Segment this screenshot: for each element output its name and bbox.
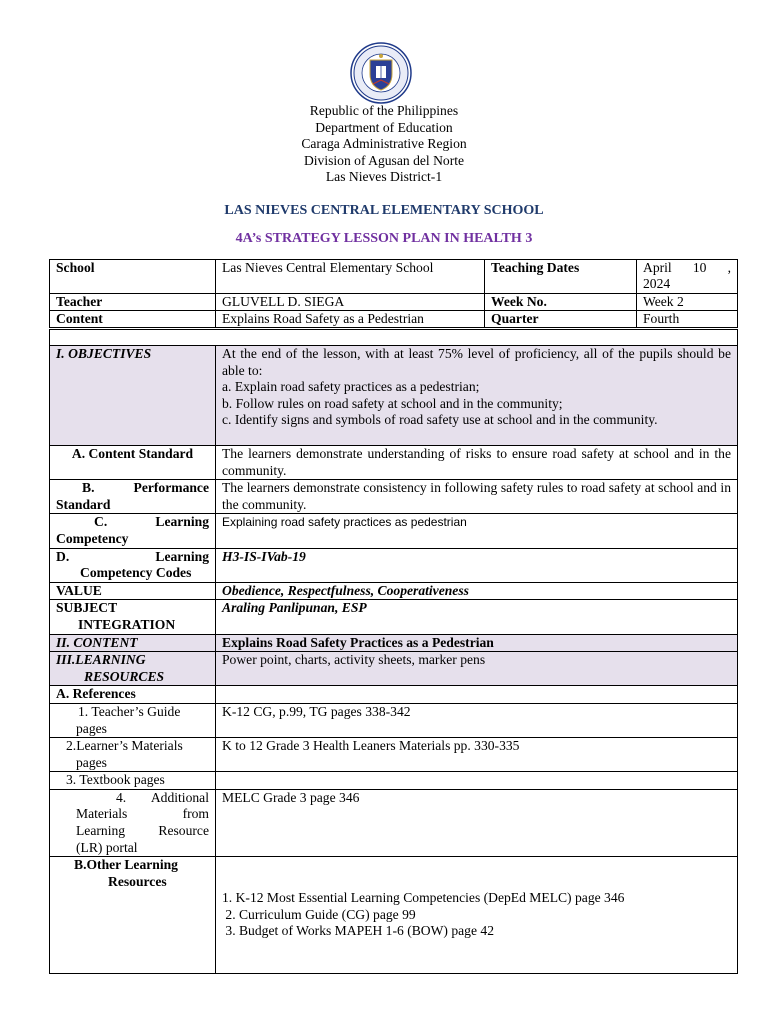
objectives-label: I. OBJECTIVES — [50, 346, 216, 446]
objective-item: c. Identify signs and symbols of road safety use at school and in the community. — [222, 412, 658, 428]
objectives-cell — [216, 346, 738, 446]
competency-value: Explaining road safety practices as pedestrian — [216, 514, 738, 548]
other-resource-item: 1. K-12 Most Essential Learning Competencies (DepEd MELC) page 346 — [222, 890, 625, 906]
agency-header — [0, 103, 768, 186]
label-part: Learning — [76, 823, 126, 839]
competency-codes-value: H3-IS-IVab-19 — [216, 548, 738, 582]
competency-codes-label — [50, 548, 216, 582]
label-part: B.Other Learning — [74, 857, 178, 873]
content-standard-label: A. Content Standard — [50, 446, 216, 480]
dates-year: 2024 — [643, 275, 671, 291]
quarter-value: Fourth — [637, 311, 738, 328]
value-label: VALUE — [50, 582, 216, 600]
subject-integration-label — [50, 600, 216, 634]
dates-day: 10 — [692, 260, 707, 275]
label-part: D. — [56, 548, 70, 564]
subject-integration-row — [50, 600, 738, 634]
quarter-label: Quarter — [485, 311, 637, 328]
header-line: Department of Education — [315, 119, 453, 135]
label-part: Materials — [76, 806, 128, 822]
learning-resources-value: Power point, charts, activity sheets, marker pens — [216, 652, 738, 686]
label-part: Standard — [56, 496, 111, 512]
teachers-guide-value: K-12 CG, p.99, TG pages 338-342 — [216, 703, 738, 737]
label-part: Resources — [108, 873, 167, 889]
label-part: Learning — [155, 514, 209, 530]
objective-item: b. Follow rules on road safety at school and in the community; — [222, 395, 563, 411]
content-standard-row — [50, 446, 738, 480]
other-resources-label — [50, 857, 216, 974]
week-value: Week 2 — [637, 294, 738, 311]
additional-materials-label — [50, 789, 216, 856]
learners-materials-label — [50, 738, 216, 772]
lesson-plan-table — [49, 329, 738, 974]
content-label: Content — [50, 311, 216, 328]
content-section-label: II. CONTENT — [50, 634, 216, 652]
other-resources-value — [216, 857, 738, 974]
info-table — [49, 259, 738, 328]
subject-integration-value: Araling Panlipunan, ESP — [216, 600, 738, 634]
other-resource-item: 3. Budget of Works MAPEH 1-6 (BOW) page 42 — [222, 923, 495, 939]
additional-materials-row — [50, 789, 738, 856]
label-part: 1. Teacher’s Guide — [78, 703, 181, 719]
learners-materials-row — [50, 738, 738, 772]
content-standard-value: The learners demonstrate understanding of risks to ensure road safety at school and in the community. — [216, 446, 738, 480]
label-part: pages — [76, 720, 107, 736]
spacer-row — [50, 330, 738, 346]
label-part: C. — [94, 514, 108, 530]
label-part: III.LEARNING — [56, 652, 146, 668]
school-name-heading: LAS NIEVES CENTRAL ELEMENTARY SCHOOL — [224, 203, 544, 218]
teacher-value: GLUVELL D. SIEGA — [216, 294, 485, 311]
label-part: pages — [76, 754, 107, 770]
performance-standard-row — [50, 480, 738, 514]
objectives-intro: At the end of the lesson, with at least 75% level of proficiency, all of the pupils should be able to: — [222, 346, 731, 378]
learning-resources-row — [50, 652, 738, 686]
learners-materials-value: K to 12 Grade 3 Health Leaners Materials pp. 330-335 — [216, 738, 738, 772]
teaching-dates-value — [637, 260, 738, 294]
objective-item: a. Explain road safety practices as a pedestrian; — [222, 379, 480, 395]
dates-comma: , — [727, 260, 731, 275]
dates-month: April — [643, 260, 672, 275]
teaching-dates-label: Teaching Dates — [485, 260, 637, 294]
header-line: Las Nieves District-1 — [325, 169, 443, 185]
additional-materials-value: MELC Grade 3 page 346 — [216, 789, 738, 856]
header-line: Caraga Administrative Region — [301, 136, 467, 152]
teachers-guide-label — [50, 703, 216, 737]
label-part: B. — [82, 480, 95, 496]
textbook-row — [50, 772, 738, 790]
other-resources-row — [50, 857, 738, 974]
teachers-guide-row — [50, 703, 738, 737]
performance-standard-label — [50, 480, 216, 514]
deped-seal-icon — [350, 42, 412, 104]
other-resource-item: 2. Curriculum Guide (CG) page 99 — [222, 906, 416, 922]
competency-codes-row — [50, 548, 738, 582]
value-row — [50, 582, 738, 600]
label-part: RESOURCES — [84, 668, 165, 684]
references-row — [50, 686, 738, 704]
lesson-plan-title: 4A’s STRATEGY LESSON PLAN IN HEALTH 3 — [235, 231, 533, 246]
label-part: Competency — [56, 530, 129, 546]
label-part: Competency Codes — [80, 565, 192, 581]
label-part: from — [182, 806, 209, 822]
label-part: Performance — [133, 480, 209, 496]
label-part: SUBJECT — [56, 600, 118, 616]
label-part: Additional — [150, 789, 209, 805]
header-line: Republic of the Philippines — [309, 103, 459, 118]
label-part: INTEGRATION — [78, 616, 176, 632]
label-part: Resource — [158, 823, 209, 839]
school-label: School — [50, 260, 216, 294]
school-value: Las Nieves Central Elementary School — [216, 260, 485, 294]
content-value: Explains Road Safety as a Pedestrian — [216, 311, 485, 328]
content-row — [50, 634, 738, 652]
label-part: 4. — [116, 789, 127, 805]
content-section-value: Explains Road Safety Practices as a Pedestrian — [216, 634, 738, 652]
objectives-row — [50, 346, 738, 446]
textbook-label: 3. Textbook pages — [50, 772, 216, 790]
competency-row — [50, 514, 738, 548]
label-part: (LR) portal — [76, 839, 138, 855]
label-part: Learning — [155, 548, 209, 564]
learning-resources-label — [50, 652, 216, 686]
label-part: 2.Learner’s Materials — [66, 738, 183, 754]
week-label: Week No. — [485, 294, 637, 311]
competency-label — [50, 514, 216, 548]
references-label: A. References — [50, 686, 216, 704]
performance-standard-value: The learners demonstrate consistency in following safety rules to road safety at school and in the community. — [216, 480, 738, 514]
teacher-label: Teacher — [50, 294, 216, 311]
header-line: Division of Agusan del Norte — [303, 152, 465, 168]
value-value: Obedience, Respectfulness, Cooperativeness — [216, 582, 738, 600]
